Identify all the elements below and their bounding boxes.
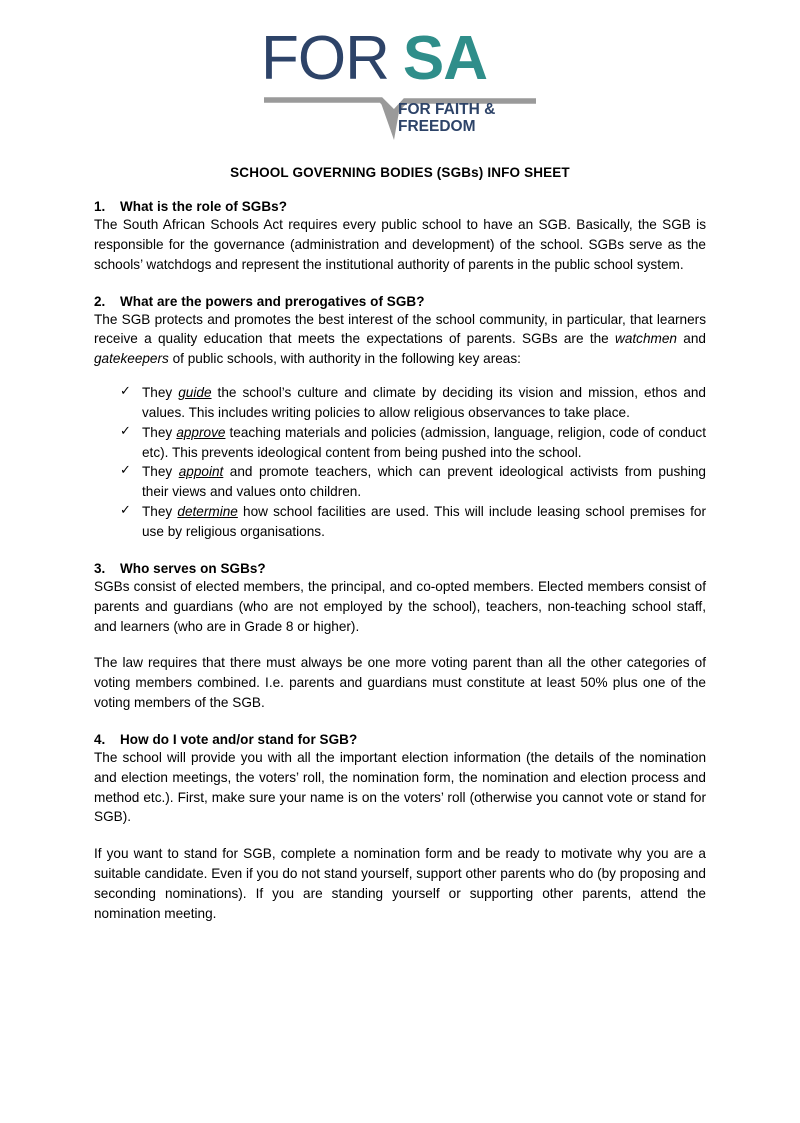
- section-4: [94, 732, 706, 924]
- section-4-heading: [94, 732, 706, 747]
- section-1-heading: [94, 199, 706, 214]
- section-4-paragraph-2: If you want to stand for SGB, complete a nomination form and be ready to motivate why you are a suitable candidate. Even if you do not stand yourself, support other parents who do (by proposing and seconding nominations). If you are standing yourself or supporting other parents, attend the nomination meeting.: [94, 846, 706, 921]
- section-2-intro-part-2: and: [677, 331, 706, 347]
- list-item: [94, 423, 706, 463]
- list-item-text-after: and promote teachers, which can prevent ideological activists from pushing their views and values onto children.: [142, 464, 706, 500]
- checkmark-icon: ✓: [120, 463, 131, 479]
- checkmark-icon: ✓: [120, 423, 131, 439]
- powers-check-list: [94, 383, 706, 542]
- logo-text-sa: SA: [402, 24, 488, 93]
- document-title: SCHOOL GOVERNING BODIES (SGBs) INFO SHEET: [230, 165, 570, 180]
- logo-tagline-line-1: FOR FAITH &: [398, 101, 496, 118]
- section-2-heading: [94, 294, 706, 309]
- list-item-text-before: They: [142, 504, 178, 520]
- section-2-emphasis-watchmen: watchmen: [615, 331, 677, 347]
- list-item-emphasis: guide: [178, 385, 212, 401]
- checkmark-icon: ✓: [120, 503, 131, 519]
- section-2-emphasis-gatekeepers: gatekeepers: [94, 351, 169, 367]
- list-item-text-before: They: [142, 385, 179, 401]
- logo-tagline-line-2: FREEDOM: [398, 118, 476, 136]
- list-item-text-after: how school facilities are used. This will include leasing school premises for use by religious organisations.: [142, 504, 707, 539]
- list-item-text-after: teaching materials and policies (admission, language, religion, code of conduct etc). This prevents ideological content from being pushed into the school.: [142, 424, 707, 460]
- list-item-text-before: They: [142, 424, 177, 440]
- section-2-heading-text: What are the powers and prerogatives of SGB?: [120, 293, 425, 309]
- section-3-number: 3.: [94, 560, 106, 576]
- section-4-paragraph-1: The school will provide you with all the important election information (the details of the nomination and election meetings, the voters’ roll, the nomination form, the nomination and election process and method etc.). First, make sure your name is on the voters’ roll (otherwise you cannot vote or stand for SGB).: [94, 749, 706, 825]
- list-item-emphasis: approve: [176, 424, 226, 440]
- logo-graphic: [261, 24, 539, 143]
- checkmark-icon: ✓: [120, 384, 131, 400]
- list-item-text-after: the school’s culture and climate by deciding its vision and mission, ethos and values. This includes writing policies to allow religious observances to take place.: [142, 385, 706, 420]
- section-2-number: 2.: [94, 293, 106, 309]
- logo-tagline: [398, 101, 495, 136]
- logo-text-for: FOR: [261, 24, 389, 93]
- list-item-emphasis: appoint: [178, 464, 224, 480]
- section-4-heading-text: How do I vote and/or stand for SGB?: [120, 731, 358, 747]
- section-1-paragraph-1: The South African Schools Act requires every public school to have an SGB. Basically, the SGB is responsible for the governance (administration and development) of the school. SGBs serve as the schools’ watchdogs and represent the institutional authority of parents in the public school system.: [94, 217, 706, 272]
- section-2-intro-part-1: The SGB protects and promotes the best interest of the school community, in particular, that learners receive a quality education that meets the expectations of parents. SGBs are the: [94, 311, 706, 347]
- section-1: [94, 199, 706, 275]
- list-item: [94, 383, 706, 423]
- section-2-intro-paragraph: [94, 310, 706, 370]
- list-item-text-before: They: [142, 464, 179, 480]
- section-2-intro-part-3: of public schools, with authority in the following key areas:: [168, 351, 521, 367]
- section-1-number: 1.: [94, 199, 106, 214]
- section-3-paragraph-1: SGBs consist of elected members, the principal, and co-opted members. Elected members consist of parents and guardians (who are not employed by the school), teachers, non-teaching school staff, and learners (who are in Grade 8 or higher).: [94, 578, 706, 634]
- organisation-logo: [94, 0, 706, 143]
- section-3-paragraph-2: The law requires that there must always be one more voting parent than all the other categories of voting members combined. I.e. parents and guardians must constitute at least 50% plus one of the voting members of the SGB.: [94, 655, 706, 711]
- list-item-emphasis: determine: [177, 504, 238, 520]
- logo-wordmark: [261, 24, 488, 93]
- section-4-number: 4.: [94, 731, 106, 747]
- list-item: [94, 502, 706, 542]
- section-3: [94, 561, 706, 713]
- section-2: [94, 294, 706, 542]
- section-3-heading: [94, 561, 706, 576]
- section-1-heading-text: What is the role of SGBs?: [120, 199, 288, 214]
- section-3-heading-text: Who serves on SGBs?: [120, 560, 266, 576]
- list-item: [94, 462, 706, 502]
